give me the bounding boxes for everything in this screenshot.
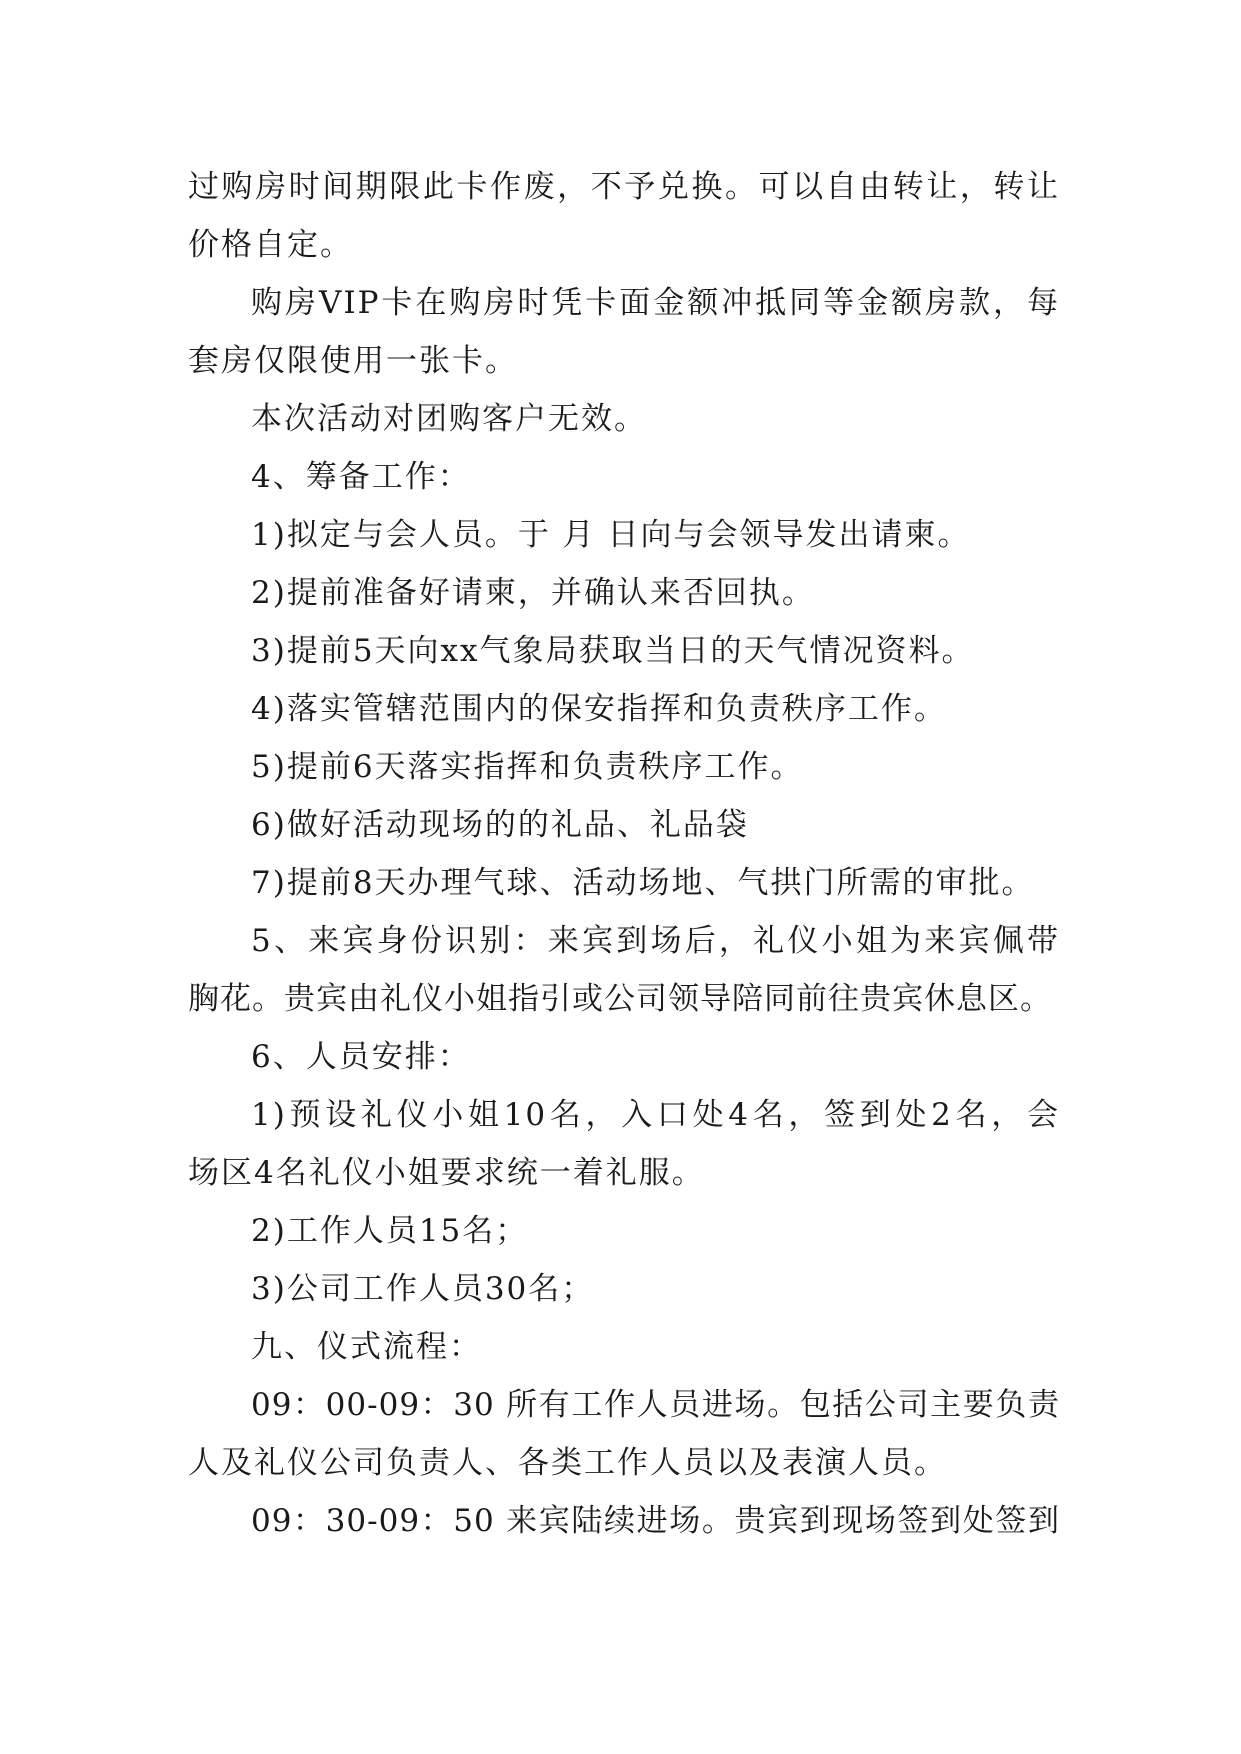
paragraph-line: 09：30-09：50 来宾陆续进场。贵宾到现场签到处签到	[251, 1503, 1060, 1539]
paragraph-line: 场区4名礼仪小姐要求统一着礼服。	[188, 1155, 705, 1191]
paragraph-line: 6、人员安排：	[251, 1039, 471, 1075]
paragraph-line: 3)公司工作人员30名；	[251, 1271, 595, 1307]
paragraph-line: 价格自定。	[188, 227, 353, 263]
paragraph-line: 九、仪式流程：	[251, 1329, 482, 1365]
paragraph-line: 2)提前准备好请柬，并确认来否回执。	[251, 575, 815, 611]
paragraph-line: 本次活动对团购客户无效。	[251, 401, 647, 437]
paragraph-line: 09：00-09：30 所有工作人员进场。包括公司主要负责	[251, 1387, 1060, 1423]
paragraph-line: 购房VIP卡在购房时凭卡面金额冲抵同等金额房款，每	[251, 285, 1060, 321]
paragraph-line: 1)预设礼仪小姐10名，入口处4名，签到处2名，会	[251, 1097, 1060, 1133]
paragraph-line: 5)提前6天落实指挥和负责秩序工作。	[251, 749, 804, 785]
paragraph-line: 3)提前5天向xx气象局获取当日的天气情况资料。	[251, 633, 975, 669]
paragraph-line: 4、筹备工作：	[251, 459, 471, 495]
paragraph-line: 4)落实管辖范围内的保安指挥和负责秩序工作。	[251, 691, 947, 727]
paragraph-line: 过购房时间期限此卡作废，不予兑换。可以自由转让，转让	[188, 169, 1060, 205]
paragraph-line: 人及礼仪公司负责人、各类工作人员以及表演人员。	[188, 1445, 947, 1481]
paragraph-line: 胸花。贵宾由礼仪小姐指引或公司领导陪同前往贵宾休息区。	[188, 981, 1052, 1017]
document-body	[188, 158, 1060, 1550]
paragraph-line: 6)做好活动现场的的礼品、礼品袋	[251, 807, 749, 843]
paragraph-line: 2)工作人员15名；	[251, 1213, 529, 1249]
paragraph-line: 套房仅限使用一张卡。	[188, 343, 518, 379]
paragraph-line: 1)拟定与会人员。于 月 日向与会领导发出请柬。	[251, 517, 971, 553]
paragraph-line: 5、来宾身份识别：来宾到场后，礼仪小姐为来宾佩带	[251, 923, 1060, 959]
paragraph-line: 7)提前8天办理气球、活动场地、气拱门所需的审批。	[251, 865, 1035, 901]
